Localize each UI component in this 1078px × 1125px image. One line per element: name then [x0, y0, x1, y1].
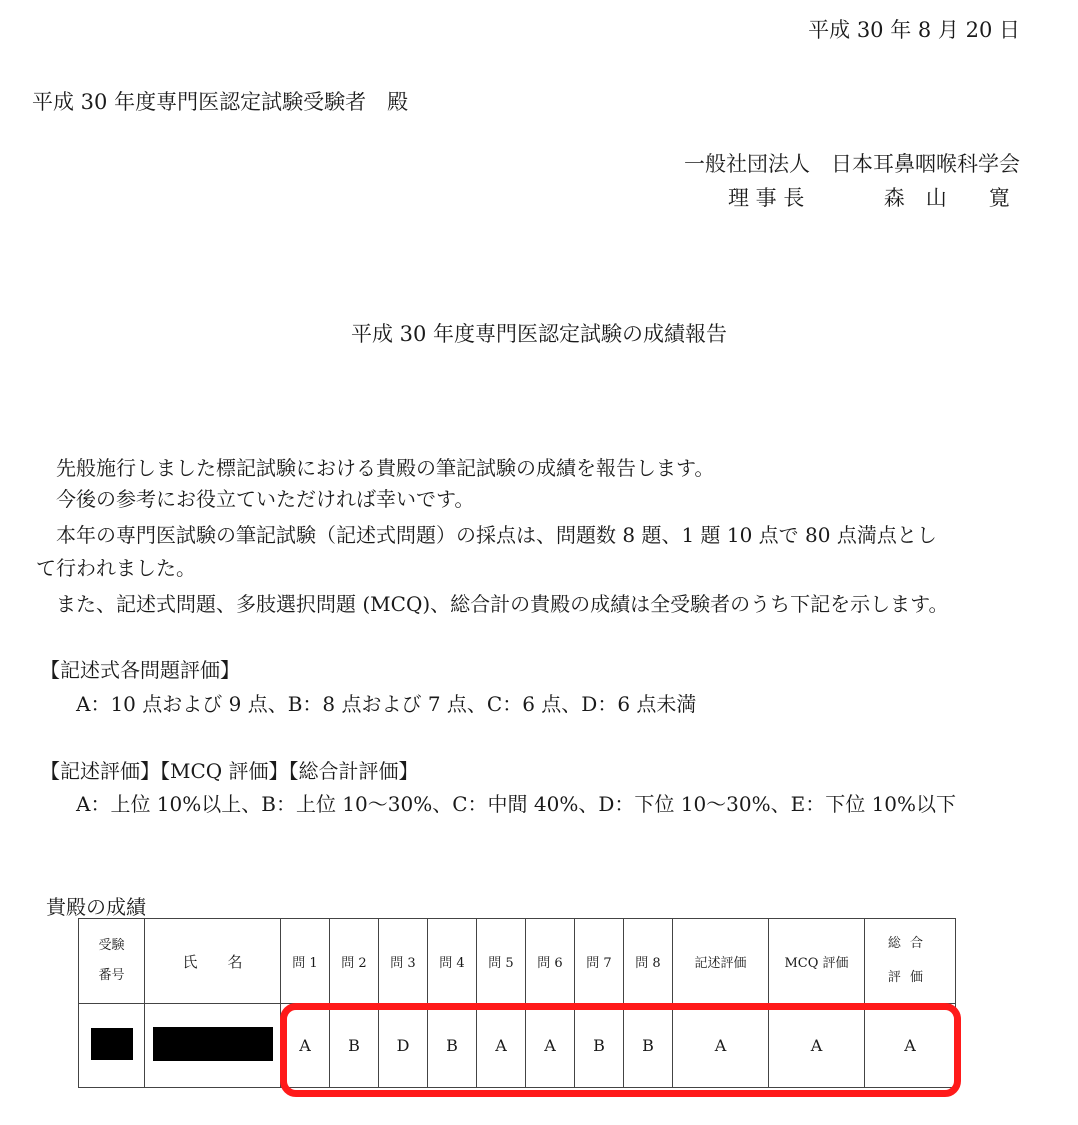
header-q3: 問 3: [379, 919, 428, 1004]
score-q6: A: [526, 1004, 575, 1088]
sender: [728, 182, 1010, 212]
score-total-eval: A: [865, 1004, 956, 1088]
score-q5: A: [477, 1004, 526, 1088]
body-paragraph: また、記述式問題、多肢選択問題 (MCQ)、総合計の貴殿の成績は全受験者のうち下記を示します。: [56, 592, 949, 616]
exam-number-cell: [79, 1004, 145, 1088]
score-q8: B: [624, 1004, 673, 1088]
header-q2: 問 2: [330, 919, 379, 1004]
header-written-eval: 記述評価: [673, 919, 769, 1004]
header-q1: 問 1: [281, 919, 330, 1004]
name-cell: [145, 1004, 281, 1088]
section-heading: 【記述評価】【MCQ 評価】【総合計評価】: [40, 759, 419, 783]
score-q1: A: [281, 1004, 330, 1088]
header-name: 氏 名: [145, 919, 281, 1004]
header-q5: 問 5: [477, 919, 526, 1004]
section-text: A：10 点および 9 点、B：8 点および 7 点、C：6 点、D：6 点未満: [76, 692, 697, 716]
body-paragraph: 先般施行しました標記試験における貴殿の筆記試験の成績を報告します。: [56, 456, 715, 480]
section-heading: 【記述式各問題評価】: [40, 658, 240, 682]
sender-role: 理 事 長: [728, 186, 805, 210]
score-q4: B: [428, 1004, 477, 1088]
score-written-eval: A: [673, 1004, 769, 1088]
results-table: [78, 918, 956, 1088]
header-q8: 問 8: [624, 919, 673, 1004]
header-exam-number: 受験 番号: [79, 919, 145, 1004]
body-paragraph: 本年の専門医試験の筆記試験（記述式問題）の採点は、問題数 8 題、1 題 10 点で 80 点満点とし: [56, 523, 937, 547]
header-q7: 問 7: [575, 919, 624, 1004]
results-heading: 貴殿の成績: [46, 895, 146, 919]
score-q7: B: [575, 1004, 624, 1088]
redaction-block: [153, 1027, 273, 1061]
document-title: 平成 30 年度専門医認定試験の成績報告: [350, 322, 728, 346]
document-date: 平成 30 年 8 月 20 日: [808, 18, 1020, 42]
addressee: 平成 30 年度専門医認定試験受験者 殿: [32, 90, 409, 114]
sender-name: 森 山 寛: [883, 186, 1010, 210]
score-q2: B: [330, 1004, 379, 1088]
table-header-row: [79, 919, 956, 1004]
table-row: [79, 1004, 956, 1088]
header-q6: 問 6: [526, 919, 575, 1004]
score-mcq-eval: A: [769, 1004, 865, 1088]
body-paragraph: て行われました。: [36, 556, 196, 580]
score-q3: D: [379, 1004, 428, 1088]
section-text: A：上位 10%以上、B：上位 10～30%、C：中間 40%、D：下位 10～30%、E：下位 10%以下: [76, 792, 957, 816]
body-paragraph: 今後の参考にお役立ていただければ幸いです。: [56, 487, 475, 511]
header-total-eval: 総合 評価: [865, 919, 956, 1004]
header-q4: 問 4: [428, 919, 477, 1004]
header-mcq-eval: MCQ 評価: [769, 919, 865, 1004]
organization-name: 一般社団法人 日本耳鼻咽喉科学会: [684, 152, 1020, 176]
redaction-block: [91, 1028, 133, 1060]
